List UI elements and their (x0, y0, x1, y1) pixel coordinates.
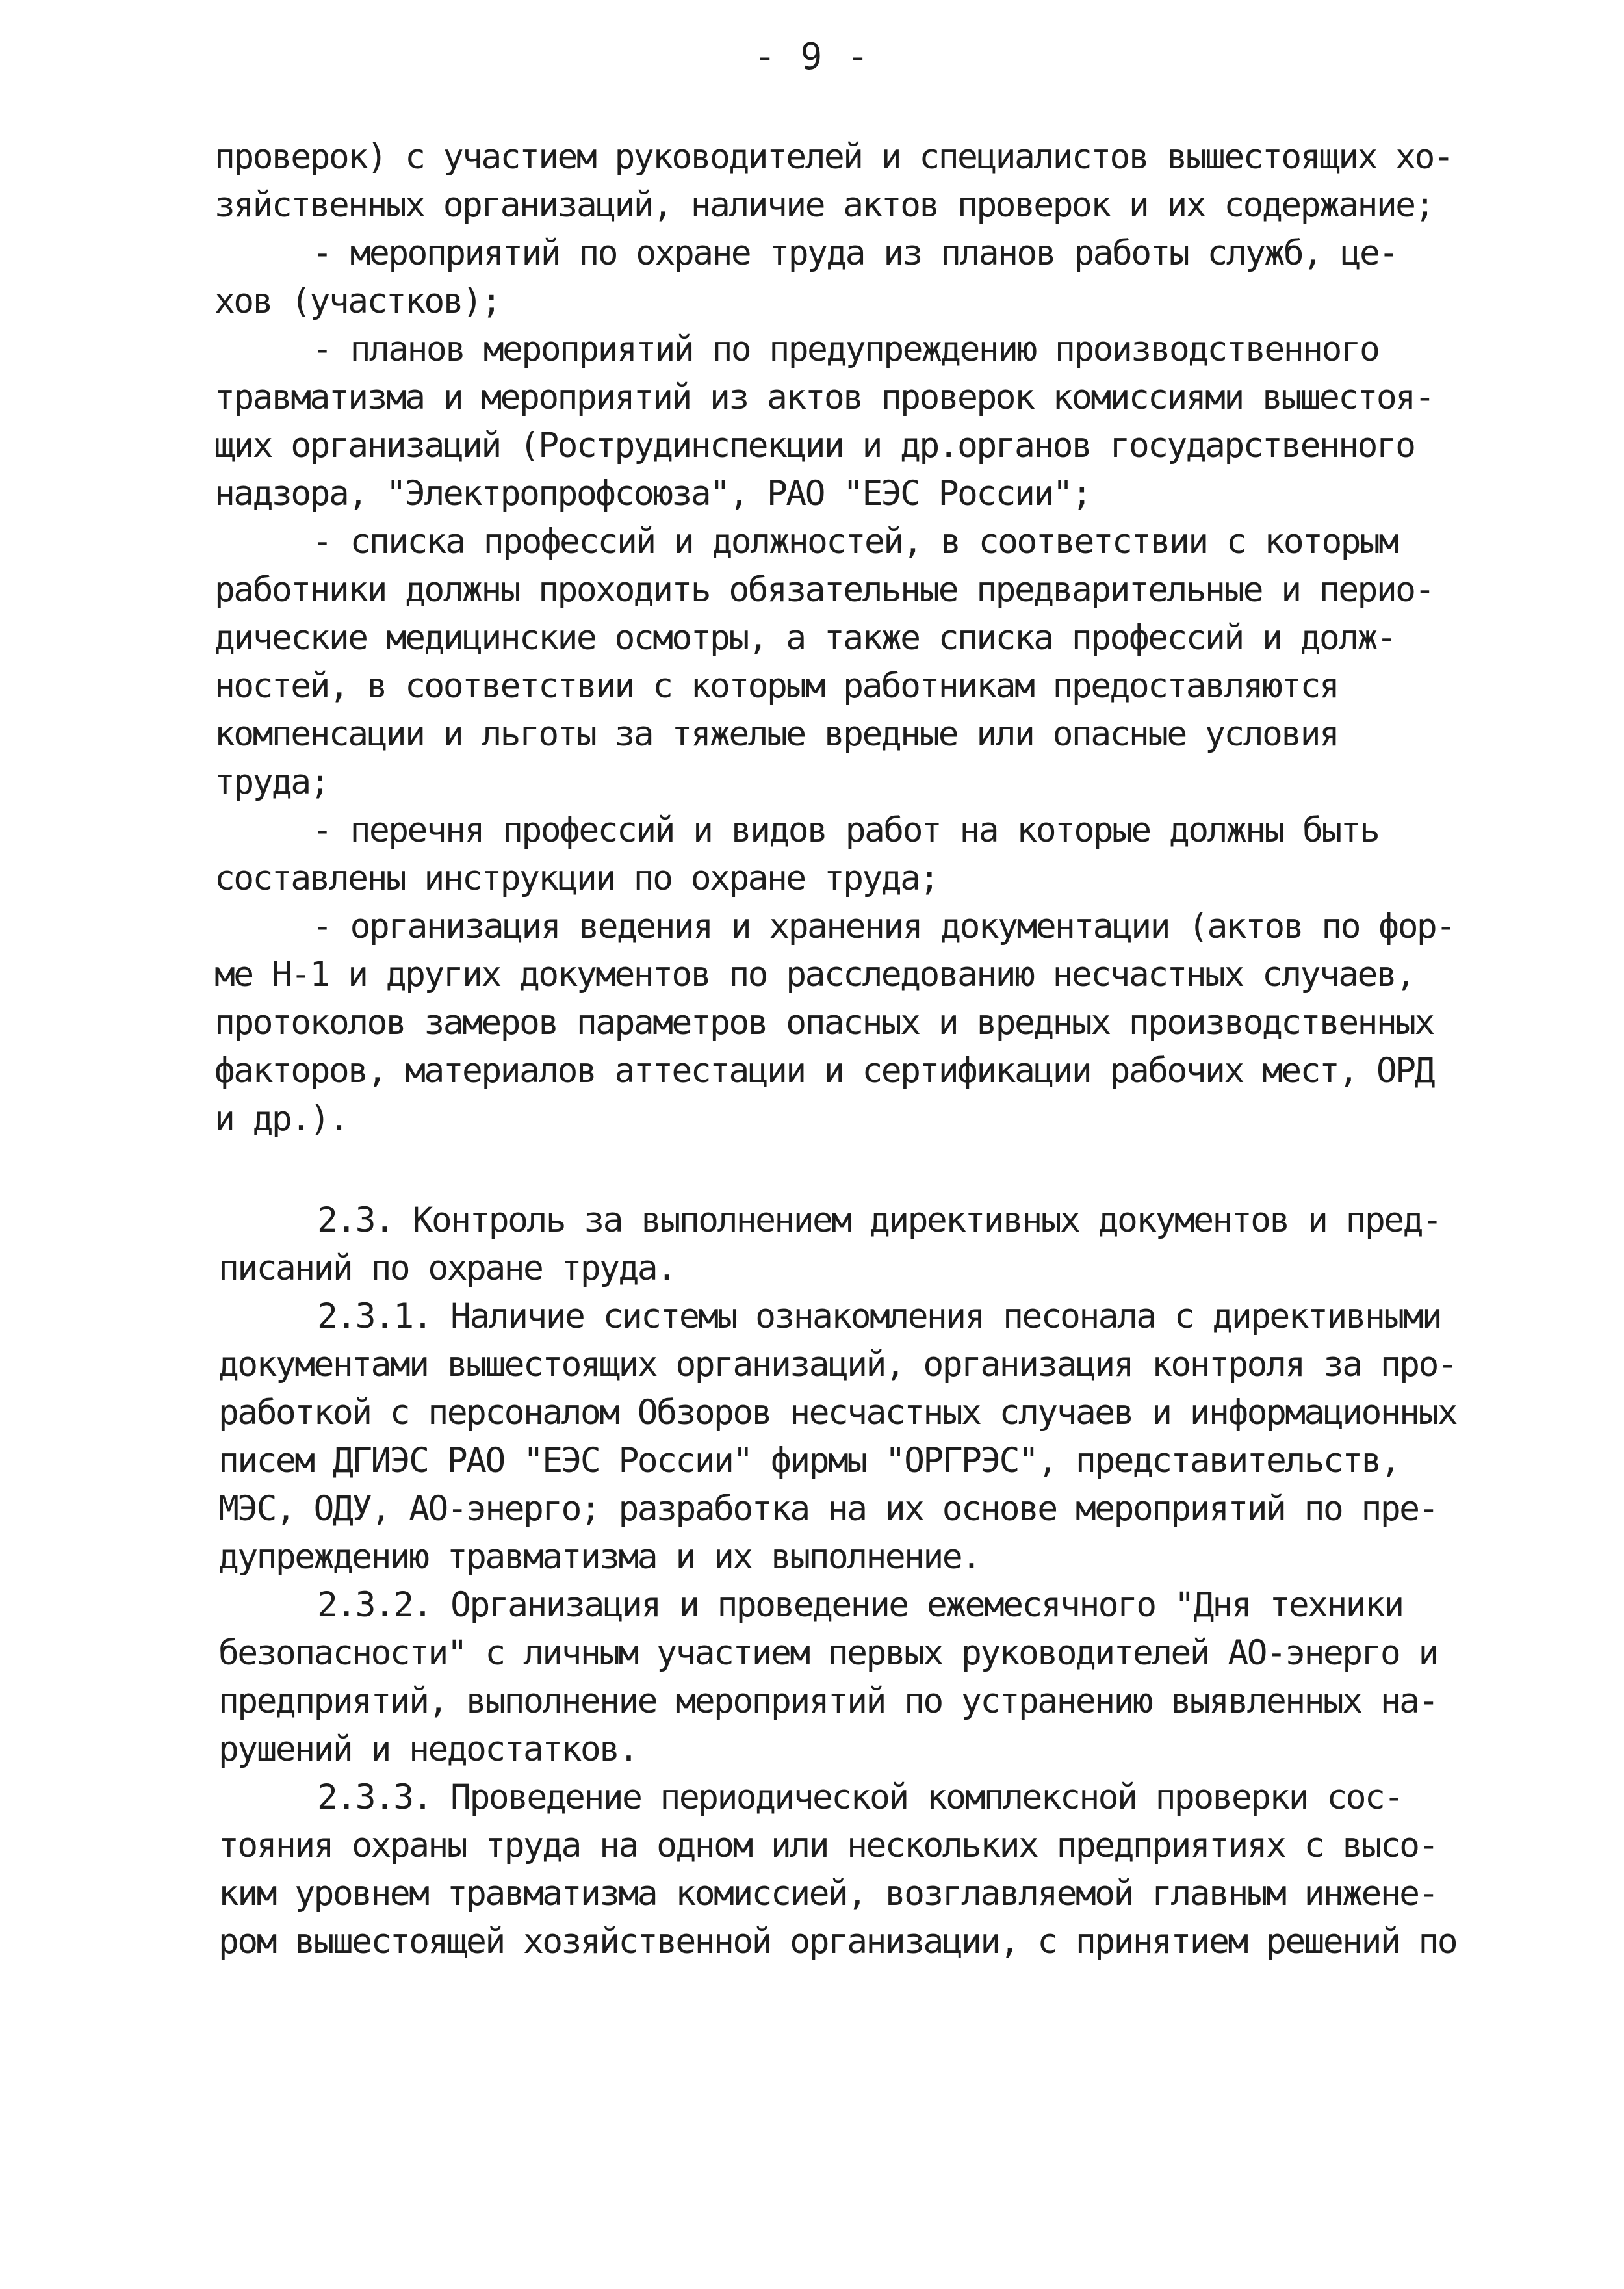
text-line: протоколов замеров параметров опасных и вредных производственных (214, 1003, 1434, 1042)
text-line: щих организаций (Рострудинспекции и др.органов государственного (214, 426, 1415, 465)
text-line: - перечня профессий и видов работ на которые должны быть (312, 810, 1379, 850)
section-heading-2-3: 2.3. Контроль за выполнением директивных документов и пред- (317, 1200, 1441, 1240)
text-line: ме Н-1 и других документов по расследованию несчастных случаев, (214, 955, 1415, 994)
text-line: зяйственных организаций, наличие актов проверок и их содержание; (214, 185, 1434, 225)
text-line: предприятий, выполнение мероприятий по устранению выявленных на- (218, 1681, 1437, 1721)
text-line: 2.3.3. Проведение периодической комплексной проверки сос- (317, 1778, 1403, 1817)
text-line: работкой с персоналом Обзоров несчастных случаев и информационных (218, 1393, 1457, 1432)
text-line: компенсации и льготы за тяжелые вредные или опасные условия (214, 714, 1339, 754)
text-line: 2.3.2. Организация и проведение ежемесячного "Дня техники (317, 1585, 1403, 1625)
text-line: факторов, материалов аттестации и сертификации рабочих мест, ОРД (214, 1051, 1434, 1091)
text-line: ким уровнем травматизма комиссией, возглавляемой главным инжене- (218, 1874, 1437, 1913)
text-line: писем ДГИЭС РАО "ЕЭС России" фирмы "ОРГРЭС", представительств, (218, 1441, 1400, 1481)
text-line: ром вышестоящей хозяйственной организации, с принятием решений по (218, 1922, 1457, 1961)
text-line: - списка профессий и должностей, в соответствии с которым (312, 522, 1398, 562)
page-number: - 9 - (754, 36, 870, 78)
text-line: - организация ведения и хранения документации (актов по фор- (312, 907, 1455, 946)
text-line: документами вышестоящих организаций, организация контроля за про- (218, 1345, 1457, 1384)
text-line: проверок) с участием руководителей и специалистов вышестоящих хо- (214, 137, 1453, 177)
text-line: и др.). (214, 1099, 348, 1139)
text-line: дупреждению травматизма и их выполнение. (218, 1537, 981, 1577)
text-line: хов (участков); (214, 281, 500, 321)
text-line: составлены инструкции по охране труда; (214, 859, 938, 898)
text-line: МЭС, ОДУ, АО-энерго; разработка на их основе мероприятий по пре- (218, 1489, 1437, 1529)
text-line: тояния охраны труда на одном или нескольких предприятиях с высо- (218, 1826, 1437, 1865)
text-line: рушений и недостатков. (218, 1729, 638, 1769)
text-line: - мероприятий по охране труда из планов работы служб, це- (312, 233, 1398, 273)
text-line: труда; (214, 762, 329, 802)
text-line: травматизма и мероприятий из актов проверок комиссиями вышестоя- (214, 378, 1434, 417)
text-line: писаний по охране труда. (218, 1248, 676, 1288)
text-line: надзора, "Электропрофсоюза", РАО "ЕЭС России"; (214, 474, 1091, 513)
text-line: безопасности" с личным участием первых руководителей АО-энерго и (218, 1633, 1437, 1673)
text-line: - планов мероприятий по предупреждению производственного (312, 330, 1379, 369)
text-line: ностей, в соответствии с которым работникам предоставляются (214, 666, 1339, 706)
text-line: 2.3.1. Наличие системы ознакомления песонала с директивными (317, 1297, 1441, 1336)
text-line: дические медицинские осмотры, а также списка профессий и долж- (214, 618, 1396, 658)
text-line: работники должны проходить обязательные предварительные и перио- (214, 570, 1434, 610)
